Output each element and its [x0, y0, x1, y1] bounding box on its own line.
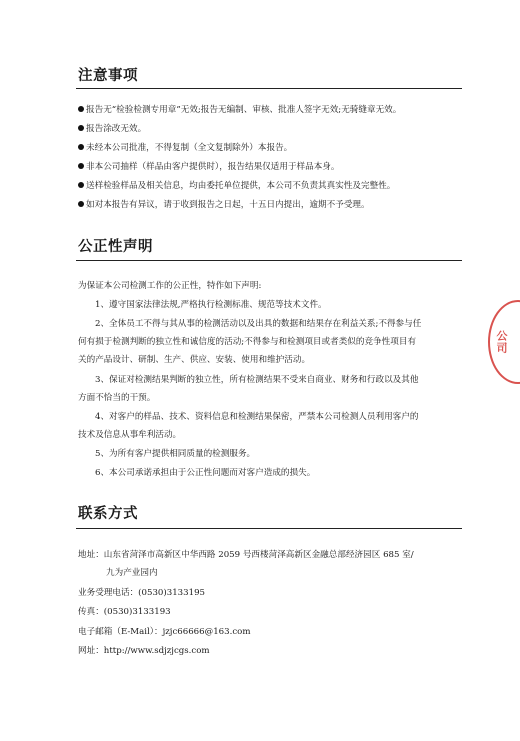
fairness-line: 技术及信息从事牟利活动。 — [78, 430, 182, 440]
fairness-line: 3、保证对检测结果判断的独立性，所有检测结果不受来自商业、财务和行政以及其他 — [95, 375, 419, 385]
fairness-line: 1、遵守国家法律法规,严格执行检测标准、规范等技术文件。 — [95, 300, 327, 310]
bullet-icon — [78, 182, 84, 188]
bullet-icon — [78, 201, 84, 207]
bullet-icon — [78, 163, 84, 169]
fairness-line: 5、为所有客户提供相同质量的检测服务。 — [95, 449, 256, 459]
bullet-icon — [78, 106, 84, 112]
notice-item: 送样检验样品及相关信息，均由委托单位提供，本公司不负责其真实性及完整性。 — [78, 180, 395, 192]
notice-item: 报告无“检验检测专用章”无效;报告无编制、审核、批准人签字无效;无骑缝章无效。 — [78, 104, 401, 116]
fairness-line: 何有损于检测判断的独立性和诚信度的活动;不得参与和检测项目或者类似的竞争性项目有 — [78, 337, 417, 347]
notice-item: 未经本公司批准，不得复制（全文复制除外）本报告。 — [78, 142, 292, 154]
contact-fax: 传真：(0530)3133193 — [78, 607, 171, 617]
contact-address-cont: 九为产业园内 — [106, 568, 158, 578]
contact-title: 联系方式 — [78, 506, 138, 522]
contact-address: 地址：山东省菏泽市高新区中华西路 2059 号西楼菏泽高新区金融总部经济园区 685 室/ — [78, 550, 414, 560]
bullet-icon — [78, 125, 84, 131]
contact-divider — [76, 528, 462, 529]
notice-item: 非本公司抽样（样品由客户提供时），报告结果仅适用于样品本身。 — [78, 161, 340, 173]
notice-divider — [76, 88, 462, 89]
fairness-line: 6、本公司承诺承担由于公正性问题而对客户造成的损失。 — [95, 468, 316, 478]
seal-text: 公司 — [495, 330, 508, 354]
notice-item: 如对本报告有异议，请于收到报告之日起，十五日内提出，逾期不予受理。 — [78, 199, 370, 211]
fairness-line: 2、全体员工不得与其从事的检测活动以及出具的数据和结果存在利益关系;不得参与任 — [95, 319, 422, 329]
contact-phone: 业务受理电话：(0530)3133195 — [78, 588, 206, 598]
bullet-icon — [78, 144, 84, 150]
notice-item: 报告涂改无效。 — [78, 123, 146, 135]
fairness-line: 为保证本公司检测工作的公正性，特作如下声明: — [78, 281, 262, 291]
notice-title: 注意事项 — [78, 68, 138, 84]
fairness-line: 方面不恰当的干预。 — [78, 393, 156, 403]
fairness-line: 4、对客户的样品、技术、资料信息和检测结果保密，严禁本公司检测人员利用客户的 — [95, 412, 419, 422]
fairness-divider — [76, 260, 462, 261]
fairness-line: 关的产品设计、研制、生产、供应、安装、使用和维护活动。 — [78, 355, 311, 365]
contact-website: 网址：http://www.sdjzjcgs.com — [78, 646, 210, 656]
contact-email: 电子邮箱（E-Mail）：jzjc66666@163.com — [78, 627, 251, 637]
fairness-title: 公正性声明 — [78, 239, 153, 255]
